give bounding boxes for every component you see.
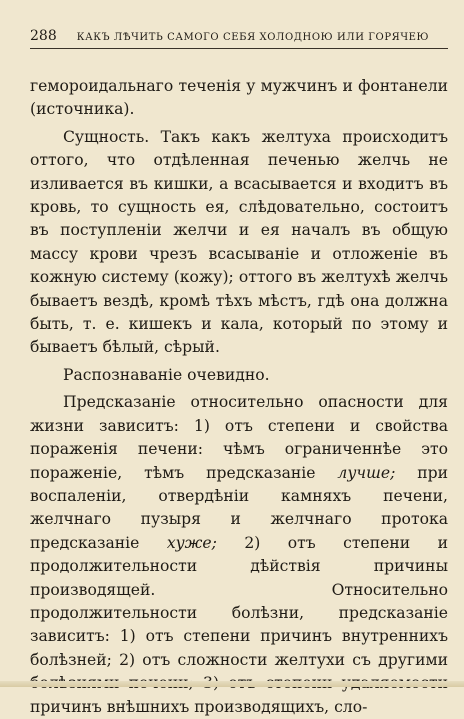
prognosis-text-1: Предсказаніе относительно опасности для жизни зависитъ: 1) отъ степени и свойства пораженія печени: чѣмъ ограниченнѣе это пораженіе, тѣмъ предсказаніе xyxy=(30,393,448,482)
page-header xyxy=(30,28,448,49)
prognosis-text-3: 2) отъ степени и продолжительности дѣйствія причины производящей. Относительно продолжительности болѣзни, предсказаніе зависитъ: 1) отъ степени причинъ внутреннихъ болѣзней; 2) отъ сложности желтухи съ другими причинъ внѣшнихъ производящихъ, сло- xyxy=(30,533,448,716)
emphasis-worse: хуже; xyxy=(166,533,217,552)
paragraph-diagnosis: Распознаваніе очевидно. xyxy=(63,365,270,384)
body-text xyxy=(30,75,448,719)
paragraph-prognosis xyxy=(30,391,448,719)
prognosis-text-2: при воспаленіи, отвердѣніи камняхъ печени, желчнаго пузыря и желчнаго протока предсказаніе xyxy=(30,463,448,552)
page-number: 288 xyxy=(30,28,57,44)
paragraph-essence: Сущность. Такъ какъ желтуха происходитъ оттого, что отдѣленная печенью желчь не изливается въ кишки, а всасывается и входитъ въ кровь, то сущность ея, слѣдовательно, состоитъ въ поступленіи желчи и ея началъ въ общую массу крови чрезъ всасываніе и отложеніе въ кожную систему (кожу); оттого въ желтухѣ желчь бываетъ вездѣ, кромѣ тѣхъ мѣстъ, гдѣ она должна быть, т. е. кишекъ и кала, который по этому и бываетъ бѣлый, сѣрый. xyxy=(30,127,448,357)
page-edge xyxy=(0,681,464,687)
paragraph-continuation: геморoидальнаго теченія у мужчинъ и фонтанели (источника). xyxy=(30,77,448,119)
running-head: КАКЪ ЛѢЧИТЬ САМОГО СЕБЯ ХОЛОДНОЮ ИЛИ ГОРЯЧЕЮ xyxy=(76,32,430,43)
emphasis-better: лучше; xyxy=(337,463,396,482)
